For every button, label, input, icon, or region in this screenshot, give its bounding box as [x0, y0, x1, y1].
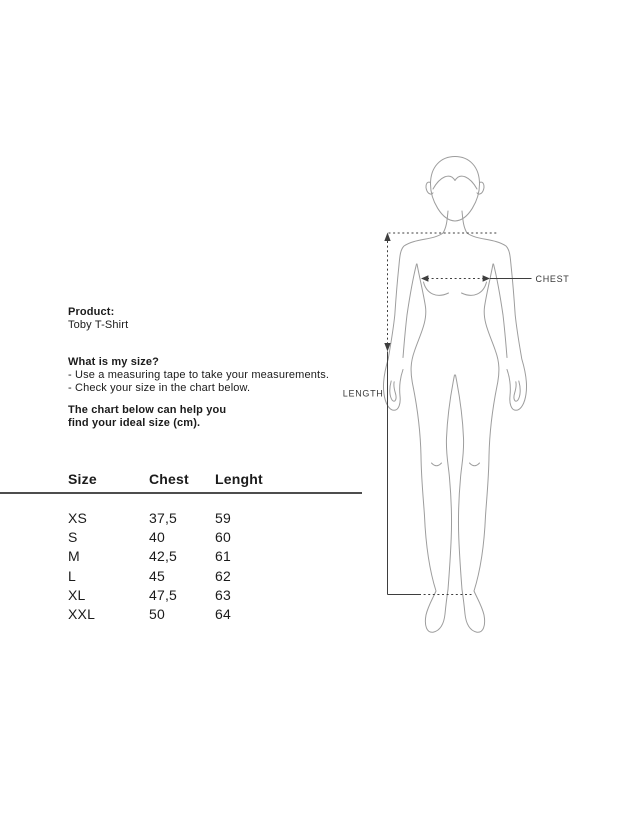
table-row [68, 585, 285, 604]
cell-length: 59 [215, 509, 231, 526]
table-header-rule [0, 492, 362, 494]
cell-length: 60 [215, 528, 231, 545]
cell-size: L [68, 567, 76, 584]
cell-size: M [68, 548, 80, 565]
cell-chest: 37,5 [149, 509, 178, 526]
product-label: Product: [68, 306, 115, 318]
cell-length: 64 [215, 606, 231, 623]
cell-chest: 50 [149, 606, 165, 623]
table-row [68, 566, 285, 585]
product-name: Toby T-Shirt [68, 319, 129, 332]
cell-length: 61 [215, 548, 231, 565]
column-header-chest: Chest [149, 471, 189, 487]
chart-note-line-1: The chart below can help you [68, 404, 227, 416]
sizing-step-1: - Use a measuring tape to take your measurements. [68, 369, 330, 382]
cell-chest: 45 [149, 567, 165, 584]
cell-size: XXL [68, 606, 96, 623]
chest-label: CHEST [535, 274, 570, 284]
column-header-length: Lenght [215, 471, 263, 487]
table-row [68, 604, 285, 623]
size-chart-header [68, 471, 285, 487]
length-measure-line [388, 233, 499, 595]
cell-size: S [68, 528, 78, 545]
table-row [68, 547, 285, 566]
cell-chest: 42,5 [149, 548, 178, 565]
sizing-step-2: - Check your size in the chart below. [68, 382, 251, 395]
cell-chest: 47,5 [149, 586, 178, 603]
table-row [68, 527, 285, 546]
figure-outline [383, 157, 526, 633]
cell-size: XL [68, 586, 86, 603]
product-block [68, 306, 128, 332]
cell-length: 63 [215, 586, 231, 603]
chart-note-block [68, 404, 226, 430]
chart-note-line-2: find your ideal size (cm). [68, 417, 201, 430]
sizing-help-block [68, 356, 329, 396]
column-header-size: Size [68, 471, 97, 487]
sizing-question: What is my size? [68, 356, 160, 368]
table-row [68, 508, 285, 527]
cell-chest: 40 [149, 528, 165, 545]
length-label: LENGTH [342, 388, 384, 399]
cell-length: 62 [215, 567, 231, 584]
body-measurement-figure [330, 140, 592, 660]
cell-size: XS [68, 509, 88, 526]
size-chart-body [68, 508, 285, 624]
